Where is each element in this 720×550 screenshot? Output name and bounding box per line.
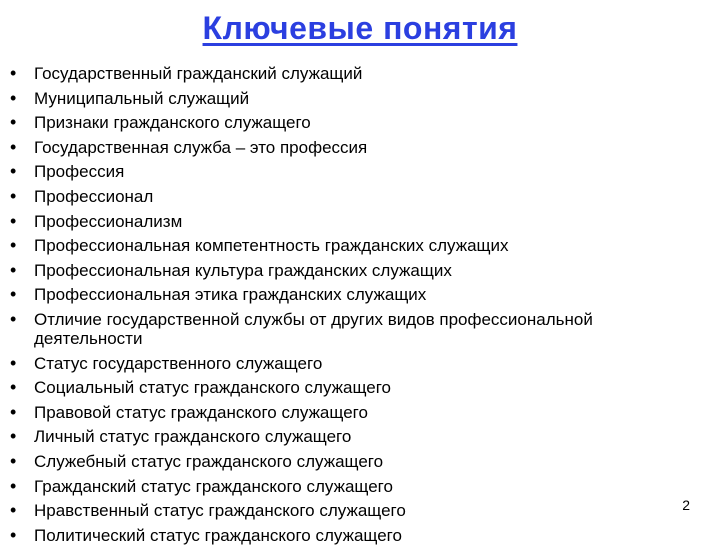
list-item: • Профессионал <box>10 187 700 206</box>
slide-title: Ключевые понятия <box>202 10 518 46</box>
list-item: • Гражданский статус гражданского служащего <box>10 477 700 496</box>
list-item: • Признаки гражданского служащего <box>10 113 700 132</box>
list-item: • Нравственный статус гражданского служащего <box>10 501 700 520</box>
list-item: • Правовой статус гражданского служащего <box>10 403 700 422</box>
list-item: • Профессиональная компетентность гражданских служащих <box>10 236 700 255</box>
page-number: 2 <box>682 497 690 513</box>
list-item: • Профессионализм <box>10 212 700 231</box>
list-item: • Политический статус гражданского служащего <box>10 526 700 545</box>
list-item: • Служебный статус гражданского служащего <box>10 452 700 471</box>
list-item: • Статус государственного служащего <box>10 354 700 373</box>
list-item: • Личный статус гражданского служащего <box>10 427 700 446</box>
list-item: • Государственный гражданский служащий <box>10 64 700 83</box>
list-item: • Социальный статус гражданского служащего <box>10 378 700 397</box>
list-item: • Государственная служба – это профессия <box>10 138 700 157</box>
list-item: • Профессия <box>10 162 700 181</box>
list-item: • Муниципальный служащий <box>10 89 700 108</box>
list-item: • Профессиональная культура гражданских служащих <box>10 261 700 280</box>
key-concepts-list <box>10 64 700 550</box>
list-item: • Профессиональная этика гражданских служащих <box>10 285 700 304</box>
list-item: • Отличие государственной службы от других видов профессиональной деятельности <box>10 310 700 348</box>
